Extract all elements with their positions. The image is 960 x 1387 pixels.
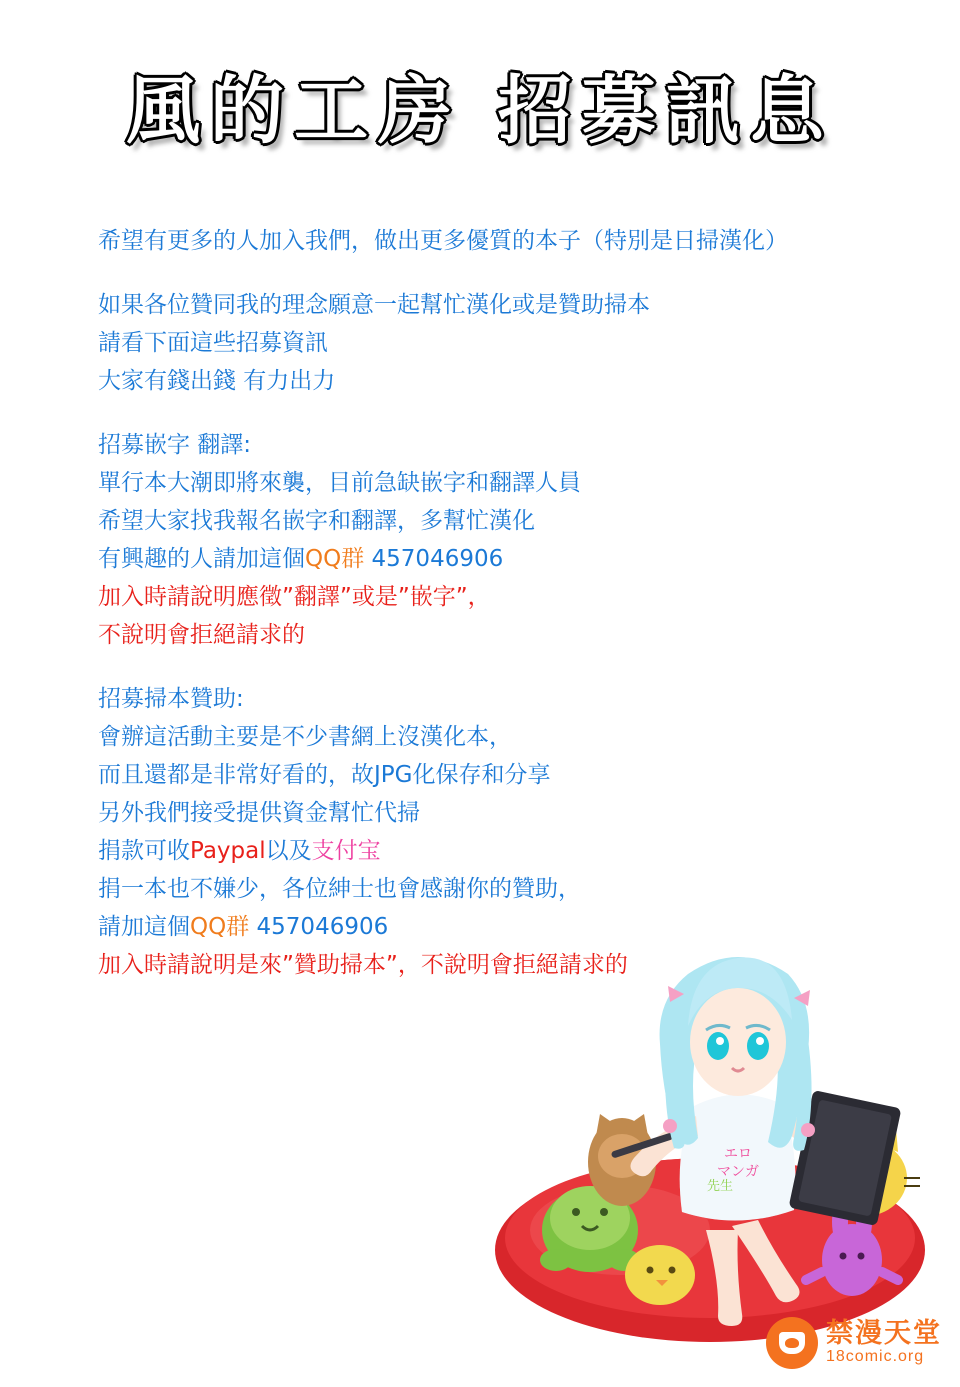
sponsor-line-7: 加入時請說明是來”贊助掃本”，不說明會拒絕請求的	[98, 952, 628, 978]
sponsor-line-3: 另外我們接受提供資金幫忙代掃	[98, 800, 420, 826]
svg-text:マンガ: マンガ	[717, 1164, 759, 1180]
sponsor-heading: 招募掃本贊助:	[98, 686, 244, 712]
sponsor-payment-mid: 以及	[265, 838, 312, 864]
recruit-line-2: 希望大家找我報名嵌字和翻譯，多幫忙漢化	[98, 508, 535, 534]
yellow-plush	[625, 1245, 695, 1305]
watermark-title: 禁漫天堂	[826, 1318, 942, 1350]
sponsor-payment-prefix: 捐款可收	[98, 838, 190, 864]
recruit-line-4: 加入時請說明應徵”翻譯”或是”嵌字”，	[98, 584, 491, 610]
recruit-qq-line	[98, 540, 928, 578]
intro-line-1: 希望有更多的人加入我們，做出更多優質的本子（特別是日掃漢化）	[98, 228, 788, 254]
recruit-qq-prefix: 有興趣的人請加這個	[98, 546, 305, 572]
alipay-label: 支付宝	[311, 838, 381, 864]
principles-line-3: 大家有錢出錢 有力出力	[98, 368, 336, 394]
site-watermark	[766, 1317, 942, 1369]
recruit-qq-label: QQ群	[305, 546, 365, 572]
watermark-subtitle: 18comic.org	[826, 1347, 925, 1365]
recruit-line-5: 不說明會拒絕請求的	[98, 622, 305, 648]
sponsor-line-5: 捐一本也不嫌少，各位紳士也會感謝你的贊助，	[98, 876, 581, 902]
watermark-logo-icon	[766, 1317, 818, 1369]
sponsor-payment-line	[98, 832, 928, 870]
recruit-heading: 招募嵌字 翻譯:	[98, 432, 252, 458]
svg-text:エロ: エロ	[724, 1146, 752, 1162]
body-text	[98, 222, 928, 1010]
principles-paragraph	[98, 286, 928, 400]
recruit-line-1: 單行本大潮即將來襲，目前急缺嵌字和翻譯人員	[98, 470, 581, 496]
sponsor-qq-label: QQ群	[190, 914, 250, 940]
sponsor-line-1: 會辦這活動主要是不少書網上沒漢化本，	[98, 724, 512, 750]
page-title: 風的工房 招募訊息	[126, 68, 834, 154]
intro-paragraph	[98, 222, 928, 260]
principles-line-1: 如果各位贊同我的理念願意一起幫忙漢化或是贊助掃本	[98, 292, 650, 318]
recruit-qq-number: 457046906	[371, 546, 504, 572]
recruit-paragraph	[98, 426, 928, 654]
illustration-girl-on-beanbag	[470, 930, 950, 1350]
principles-line-2: 請看下面這些招募資訊	[98, 330, 328, 356]
sponsor-qq-prefix: 請加這個	[98, 914, 190, 940]
sponsor-line-2: 而且還都是非常好看的，故JPG化保存和分享	[98, 762, 551, 788]
sponsor-qq-number: 457046906	[256, 914, 389, 940]
svg-text:先生: 先生	[706, 1179, 734, 1194]
paypal-label: Paypal	[190, 838, 266, 864]
watermark-text	[826, 1320, 942, 1365]
